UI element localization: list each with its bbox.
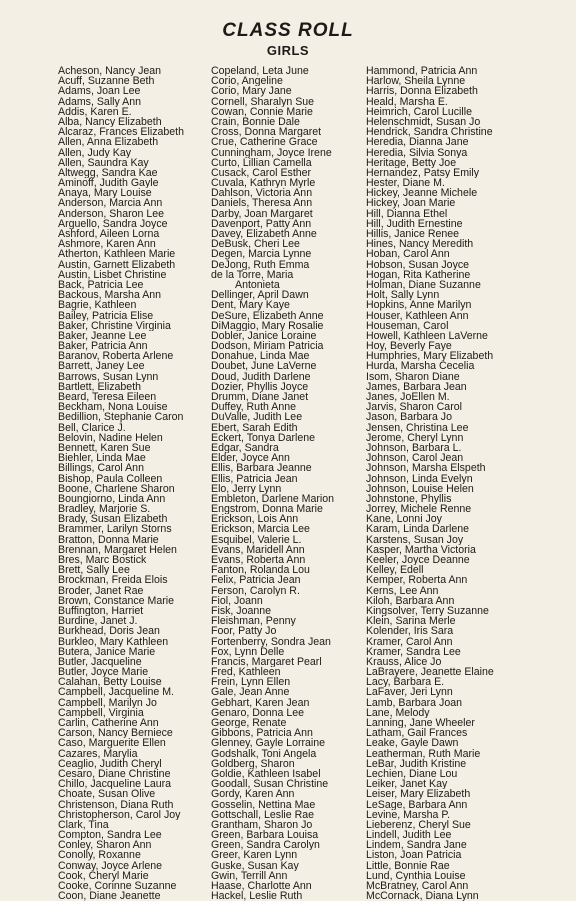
roll-entry: Lindem, Sandra Jane <box>366 840 467 851</box>
roll-entry: Cowan, Connie Marie <box>211 106 313 117</box>
roll-entry: Anaya, Mary Louise <box>58 188 152 199</box>
roll-entry: Butler, Jacqueline <box>58 656 142 668</box>
roll-entry: Genaro, Donna Lee <box>211 707 305 718</box>
roll-entry: Fiol, Joann <box>211 595 263 606</box>
roll-entry: Holt, Sally Lynn <box>366 290 440 301</box>
roll-entry: Ferson, Carolyn R. <box>211 585 300 596</box>
roll-entry: Bres, Marc Bostick <box>58 555 147 566</box>
roll-entry: Hill, Dianna Ethel <box>366 208 448 219</box>
roll-entry: Carlin, Catherine Ann <box>58 718 159 729</box>
roll-entry: Allen, Judy Kay <box>58 147 132 158</box>
roll-entry: Ellis, Barbara Jeanne <box>211 463 312 474</box>
roll-entry: Johnson, Linda Evelyn <box>366 473 473 484</box>
roll-entry: Dodson, Miriam Patricia <box>211 341 324 352</box>
roll-entry: Conolly, Roxanne <box>58 850 141 861</box>
roll-entry: Hackel, Leslie Ruth <box>211 891 303 901</box>
roll-entry: Levine, Marsha P. <box>366 809 451 820</box>
roll-entry: Atherton, Kathleen Marie <box>58 249 176 260</box>
roll-entry: Hester, Diane M. <box>366 178 445 189</box>
roll-entry: Lane, Melody <box>366 707 430 718</box>
roll-entry: Harris, Donna Elizabeth <box>366 86 478 97</box>
roll-entry: Kingsolver, Terry Suzanne <box>366 605 489 617</box>
roll-entry: Guske, Susan Kay <box>211 860 299 871</box>
roll-entry: de la Torre, Maria <box>211 269 294 280</box>
roll-entry: Houseman, Carol <box>366 320 449 331</box>
roll-entry: Hoban, Carol Ann <box>366 249 450 260</box>
roll-entry: Keeler, Joyce Deanne <box>366 555 470 566</box>
roll-entry: Billings, Carol Ann <box>58 463 144 474</box>
roll-entry: Jorrey, Michele Renne <box>366 504 472 515</box>
roll-entry: Karstens, Susan Joy <box>366 534 464 545</box>
roll-entry: Hobson, Susan Joyce <box>366 259 470 270</box>
roll-entry: Cesaro, Diane Christine <box>58 768 171 780</box>
roll-entry: Heredia, Dianna Jane <box>366 137 469 148</box>
roll-entry: Leiser, Mary Elizabeth <box>366 789 471 800</box>
roll-entry: Lieberenz, Cheryl Sue <box>366 819 471 831</box>
roll-entry: Davenport, Patty Ann <box>211 218 312 229</box>
roll-entry: Hopkins, Anne Marilyn <box>366 300 472 311</box>
roll-entry: Baranov, Roberta Arlene <box>58 351 174 362</box>
roll-entry: Johnson, Barbara L. <box>366 442 462 454</box>
roll-entry: Hoy, Beverly Faye <box>366 341 452 352</box>
roll-entry: Anderson, Marcia Ann <box>58 198 163 209</box>
roll-entry: Hammond, Patricia Ann <box>366 66 478 77</box>
roll-entry: Clark, Tina <box>58 819 109 831</box>
roll-entry: Gibbons, Patricia Ann <box>211 728 313 739</box>
roll-entry: Belovin, Nadine Helen <box>58 432 163 443</box>
roll-entry: Darby, Joan Margaret <box>211 208 313 219</box>
roll-entry: Frein, Lynn Ellen <box>211 677 291 688</box>
roll-entry: Johnson, Carol Jean <box>366 453 464 464</box>
roll-entry: Bedillion, Stephanie Caron <box>58 412 184 423</box>
roll-entry: Biehler, Linda Mae <box>58 453 146 464</box>
roll-entry: Addis, Karen E. <box>58 106 132 117</box>
roll-entry: Brockman, Freida Elois <box>58 575 168 586</box>
roll-entry: Hines, Nancy Meredith <box>366 239 474 250</box>
roll-entry: Cooke, Corinne Suzanne <box>58 881 177 892</box>
roll-entry: Goodall, Susan Christine <box>211 779 329 790</box>
roll-entry: Lindell, Judith Lee <box>366 830 452 841</box>
roll-entry: Duffey, Ruth Anne <box>211 402 297 413</box>
roll-entry: Bagrie, Kathleen <box>58 300 137 311</box>
roll-entry: Degen, Marcia Lynne <box>211 249 312 260</box>
roll-entry: LaBrayere, Jeanette Elaine <box>366 667 494 678</box>
roll-entry: Cusack, Carol Esther <box>211 167 312 179</box>
roll-entry: Bennett, Karen Sue <box>58 442 151 454</box>
roll-entry: Ashford, Aileen Lorna <box>58 229 160 240</box>
page-title: CLASS ROLL <box>222 20 354 41</box>
roll-entry: Evans, Maridell Ann <box>211 544 305 555</box>
roll-entry: Foor, Patty Jo <box>211 626 277 637</box>
roll-entry: Arguello, Sandra Joyce <box>58 218 168 229</box>
roll-entry: Goldie, Kathleen Isabel <box>211 768 321 780</box>
roll-entry: Fleishman, Penny <box>211 616 296 627</box>
roll-entry: LaFaver, Jeri Lynn <box>366 687 453 698</box>
roll-entry: DuValle, Judith Lee <box>211 412 303 423</box>
roll-entry: Austin, Garnett Elizabeth <box>58 259 176 270</box>
roll-entry: Compton, Sandra Lee <box>58 830 162 841</box>
roll-entry: Dozier, Phyllis Joyce <box>211 381 309 392</box>
roll-entry: Evans, Roberta Ann <box>211 555 306 566</box>
roll-entry: Campbell, Marilyn Jo <box>58 697 157 708</box>
roll-entry: Bradley, Marjorie S. <box>58 504 151 515</box>
roll-entry: Kemper, Roberta Ann <box>366 575 468 586</box>
roll-entry: Campbell, Virginia <box>58 707 144 718</box>
roll-entry: Christenson, Diana Ruth <box>58 799 174 810</box>
roll-entry: Fox, Lynn Delle <box>211 646 285 657</box>
roll-entry: Bell, Clarice J. <box>58 422 126 433</box>
roll-entry: Janes, JoEllen M. <box>366 392 450 403</box>
roll-entry: Leake, Gayle Dawn <box>366 738 459 749</box>
roll-entry: DeJong, Ruth Emma <box>211 259 310 270</box>
roll-entry: Doud, Judith Darlene <box>211 371 311 382</box>
name-column-2 <box>211 66 361 901</box>
roll-entry: Embleton, Darlene Marion <box>211 493 335 505</box>
roll-entry: Crue, Catherine Grace <box>211 137 318 148</box>
roll-entry: LeSage, Barbara Ann <box>366 799 468 810</box>
roll-entry: Hogan, Rita Katherine <box>366 269 471 280</box>
roll-entry: Lanning, Jane Wheeler <box>366 718 475 729</box>
roll-entry: Butler, Joyce Marie <box>58 667 149 678</box>
roll-entry: Back, Patricia Lee <box>58 279 144 291</box>
roll-entry: Kramer, Carol Ann <box>366 636 453 647</box>
roll-entry: Campbell, Jacqueline M. <box>58 687 174 698</box>
roll-entry: Dent, Mary Kaye <box>211 300 290 311</box>
roll-entry: Alcaraz, Frances Elizabeth <box>58 127 185 138</box>
roll-entry: Jason, Barbara Jo <box>366 412 452 423</box>
roll-entry: Kerns, Lee Ann <box>366 585 439 596</box>
roll-entry: McCornack, Diana Lynn <box>366 891 479 901</box>
roll-entry: Calahan, Betty Louise <box>58 677 162 688</box>
roll-entry: Hickey, Jeanne Michele <box>366 188 478 199</box>
roll-entry: Aminoff, Judith Gayle <box>58 178 159 189</box>
roll-entry: Curto, Lillian Camella <box>211 157 312 168</box>
roll-entry: Boone, Charlene Sharon <box>58 483 175 494</box>
roll-entry: Anderson, Sharon Lee <box>58 208 165 219</box>
roll-entry: Heredia, Silvia Sonya <box>366 147 468 158</box>
roll-entry: Bratton, Donna Marie <box>58 534 159 545</box>
roll-entry: Krauss, Alice Jo <box>366 656 442 668</box>
roll-entry: Donahue, Linda Mae <box>211 351 310 362</box>
roll-entry: Dobler, Janice Loraine <box>211 330 317 342</box>
roll-entry: Jarvis, Sharon Carol <box>366 402 462 413</box>
roll-entry: Lund, Cynthia Louise <box>366 870 466 881</box>
roll-entry: Dahlson, Victoria Ann <box>211 188 313 199</box>
roll-entry: Fanton, Rolanda Lou <box>211 565 310 576</box>
roll-entry: Kiloh, Barbara Ann <box>366 595 455 606</box>
roll-entry: Burkleo, Mary Kathleen <box>58 636 169 647</box>
roll-entry: Cuvala, Kathryn Myrle <box>211 178 316 189</box>
roll-entry: Adams, Sally Ann <box>58 96 142 107</box>
roll-entry: Ceaglio, Judith Cheryl <box>58 758 162 769</box>
roll-entry: Elo, Jerry Lynn <box>211 483 282 494</box>
roll-entry: DiMaggio, Mary Rosalie <box>211 320 324 331</box>
roll-entry: Copeland, Leta June <box>211 66 309 77</box>
roll-entry: Fred, Kathleen <box>211 667 281 678</box>
roll-entry: Hickey, Joan Marie <box>366 198 456 209</box>
roll-entry: Barrett, Janey Lee <box>58 361 145 372</box>
roll-entry: Greer, Karen Lynn <box>211 850 298 861</box>
roll-entry: Cross, Donna Margaret <box>211 127 322 138</box>
roll-entry: Beard, Teresa Eileen <box>58 392 157 403</box>
roll-entry: Brady, Susan Elizabeth <box>58 514 168 525</box>
roll-entry: Engstrom, Donna Marie <box>211 504 323 515</box>
roll-entry: Fortenberry, Sondra Jean <box>211 636 331 647</box>
roll-entry: Butera, Janice Marie <box>58 646 156 657</box>
roll-entry: Lamb, Barbara Joan <box>366 697 462 708</box>
roll-entry: Brown, Constance Marie <box>58 595 174 606</box>
roll-entry: Karam, Linda Darlene <box>366 524 470 535</box>
roll-entry: Christopherson, Carol Joy <box>58 809 181 820</box>
roll-entry: Haase, Charlotte Ann <box>211 881 312 892</box>
roll-entry: Jerome, Cheryl Lynn <box>366 432 464 443</box>
roll-entry: Helenschmidt, Susan Jo <box>366 116 481 128</box>
roll-entry: Coon, Diane Jeanette <box>58 891 161 901</box>
roll-entry: DeBusk, Cheri Lee <box>211 239 300 250</box>
roll-entry: Liston, Joan Patricia <box>366 850 462 861</box>
roll-entry: Backous, Marsha Ann <box>58 290 162 301</box>
roll-entry: Erickson, Lois Ann <box>211 514 299 525</box>
roll-entry: Cazares, Marylia <box>58 748 138 759</box>
roll-entry: Drumm, Diane Janet <box>211 392 309 403</box>
roll-entry: Bishop, Paula Colleen <box>58 473 163 484</box>
roll-entry: Brammer, Larilyn Storns <box>58 524 172 535</box>
roll-entry: Esquibel, Valerie L. <box>211 534 302 545</box>
roll-entry: Daniels, Theresa Ann <box>211 198 313 209</box>
roll-entry: DeSure, Elizabeth Anne <box>211 310 324 321</box>
roll-entry: Ashmore, Karen Ann <box>58 239 156 250</box>
roll-entry: Hillis, Janice Renee <box>366 229 460 240</box>
roll-entry: Carson, Nancy Berniece <box>58 728 173 739</box>
roll-entry: Eckert, Tonya Darlene <box>211 432 316 443</box>
roll-entry: Edgar, Sandra <box>211 442 279 454</box>
roll-entry: Baker, Patricia Ann <box>58 341 148 352</box>
roll-entry: George, Renate <box>211 718 287 729</box>
roll-entry: Corio, Mary Jane <box>211 86 292 97</box>
roll-entry: Fisk, Joanne <box>211 605 272 617</box>
roll-entry: Bartlett, Elizabeth <box>58 381 142 392</box>
roll-entry: Dellinger, April Dawn <box>211 290 309 301</box>
roll-entry: Burdine, Janet J. <box>58 616 138 627</box>
roll-entry: Gale, Jean Anne <box>211 687 290 698</box>
roll-entry: Goldberg, Sharon <box>211 758 295 769</box>
name-column-1 <box>58 66 208 901</box>
roll-entry: Crain, Bonnie Dale <box>211 116 300 128</box>
roll-entry: Bailey, Patricia Elise <box>58 310 154 321</box>
roll-entry: Caso, Marguerite Ellen <box>58 738 166 749</box>
roll-entry: Gosselin, Nettina Mae <box>211 799 316 810</box>
roll-entry: Baker, Jeanne Lee <box>58 330 147 342</box>
roll-entry: Holman, Diane Suzanne <box>366 279 481 291</box>
roll-entry: Acheson, Nancy Jean <box>58 66 162 77</box>
name-column-3 <box>366 66 516 901</box>
roll-entry: Antonieta <box>235 279 280 291</box>
roll-entry: Cook, Cheryl Marie <box>58 870 149 881</box>
roll-entry: Kelley, Edell <box>366 565 424 576</box>
roll-entry: Conway, Joyce Arlene <box>58 860 163 871</box>
roll-entry: Harlow, Sheila Lynne <box>366 76 466 87</box>
roll-entry: Leiker, Janet Kay <box>366 779 448 790</box>
roll-entry: James, Barbara Jean <box>366 381 467 392</box>
roll-entry: Brennan, Margaret Helen <box>58 544 177 555</box>
roll-entry: Grantham, Sharon Jo <box>211 819 313 831</box>
roll-entry: Green, Barbara Louisa <box>211 830 319 841</box>
roll-entry: Johnstone, Phyllis <box>366 493 452 505</box>
roll-entry: Adams, Joan Lee <box>58 86 141 97</box>
roll-entry: Boungiorno, Linda Ann <box>58 493 166 505</box>
roll-entry: Johnson, Louise Helen <box>366 483 474 494</box>
roll-entry: Hernandez, Patsy Emily <box>366 167 480 179</box>
roll-entry: Felix, Patricia Jean <box>211 575 301 586</box>
roll-entry: Johnson, Marsha Elspeth <box>366 463 486 474</box>
roll-entry: Chillo, Jacqueline Laura <box>58 779 172 790</box>
roll-entry: Klein, Sarina Merle <box>366 616 456 627</box>
roll-entry: Hill, Judith Ernestine <box>366 218 463 229</box>
roll-entry: Howell, Kathleen LaVerne <box>366 330 488 342</box>
roll-entry: Barrows, Susan Lynn <box>58 371 159 382</box>
roll-entry: Heald, Marsha E. <box>366 96 448 107</box>
roll-entry: Allen, Saundra Kay <box>58 157 149 168</box>
roll-entry: Erickson, Marcia Lee <box>211 524 310 535</box>
roll-entry: Lechien, Diane Lou <box>366 768 458 780</box>
roll-entry: Leatherman, Ruth Marie <box>366 748 481 759</box>
roll-entry: Cunningham, Joyce Irene <box>211 147 332 158</box>
roll-entry: Doubet, June LaVerne <box>211 361 317 372</box>
roll-entry: Broder, Janet Rae <box>58 585 144 596</box>
section-heading: GIRLS <box>266 43 310 58</box>
roll-entry: Kane, Lonni Joy <box>366 514 442 525</box>
roll-entry: Kasper, Martha Victoria <box>366 544 476 555</box>
roll-entry: Green, Sandra Carolyn <box>211 840 320 851</box>
roll-entry: Alba, Nancy Elizabeth <box>58 116 162 128</box>
roll-entry: Conley, Sharon Ann <box>58 840 152 851</box>
roll-entry: Hurda, Marsha Cecelia <box>366 361 475 372</box>
roll-entry: Hendrick, Sandra Christine <box>366 127 493 138</box>
roll-entry: Francis, Margaret Pearl <box>211 656 322 668</box>
roll-entry: Humphries, Mary Elizabeth <box>366 351 494 362</box>
roll-entry: Brett, Sally Lee <box>58 565 130 576</box>
roll-entry: Choate, Susan Olive <box>58 789 156 800</box>
roll-entry: Allen, Anna Elizabeth <box>58 137 159 148</box>
roll-entry: Latham, Gail Frances <box>366 728 468 739</box>
roll-entry: Beckham, Nona Louise <box>58 402 168 413</box>
roll-entry: Lacy, Barbara E. <box>366 677 445 688</box>
roll-entry: Baker, Christine Virginia <box>58 320 171 331</box>
roll-entry: McBratney, Carol Ann <box>366 881 469 892</box>
roll-entry: Kramer, Sandra Lee <box>366 646 461 657</box>
roll-entry: Isom, Sharon Diane <box>366 371 460 382</box>
roll-entry: Heritage, Betty Joe <box>366 157 457 168</box>
roll-entry: Gottschall, Leslie Rae <box>211 809 315 820</box>
roll-entry: Corio, Angeline <box>211 76 283 87</box>
roll-entry: Altwegg, Sandra Kae <box>58 167 158 179</box>
roll-entry: Austin, Lisbet Christine <box>58 269 167 280</box>
roll-entry: Heimrich, Carol Lucille <box>366 106 472 117</box>
roll-entry: Ebert, Sarah Edith <box>211 422 298 433</box>
roll-entry: Davey, Elizabeth Anne <box>211 229 317 240</box>
roll-entry: Ellis, Patricia Jean <box>211 473 298 484</box>
roll-entry: Godshalk, Toni Angela <box>211 748 317 759</box>
roll-entry: Buffington, Harriet <box>58 605 144 617</box>
roll-entry: Cornell, Sharalyn Sue <box>211 96 315 107</box>
roll-entry: Gebhart, Karen Jean <box>211 697 310 708</box>
roll-entry: Jensen, Christina Lee <box>366 422 469 433</box>
roll-entry: Glenney, Gayle Lorraine <box>211 738 326 749</box>
roll-entry: Houser, Kathleen Ann <box>366 310 469 321</box>
roll-entry: Kolender, Iris Sara <box>366 626 454 637</box>
roll-entry: Elder, Joyce Ann <box>211 453 290 464</box>
roll-entry: LeBar, Judith Kristine <box>366 758 467 769</box>
roll-entry: Gwin, Terrill Ann <box>211 870 288 881</box>
roll-entry: Little, Bonnie Rae <box>366 860 450 871</box>
roll-entry: Gordy, Karen Ann <box>211 789 295 800</box>
roll-entry: Acuff, Suzanne Beth <box>58 76 155 87</box>
roll-entry: Burkhead, Doris Jean <box>58 626 160 637</box>
